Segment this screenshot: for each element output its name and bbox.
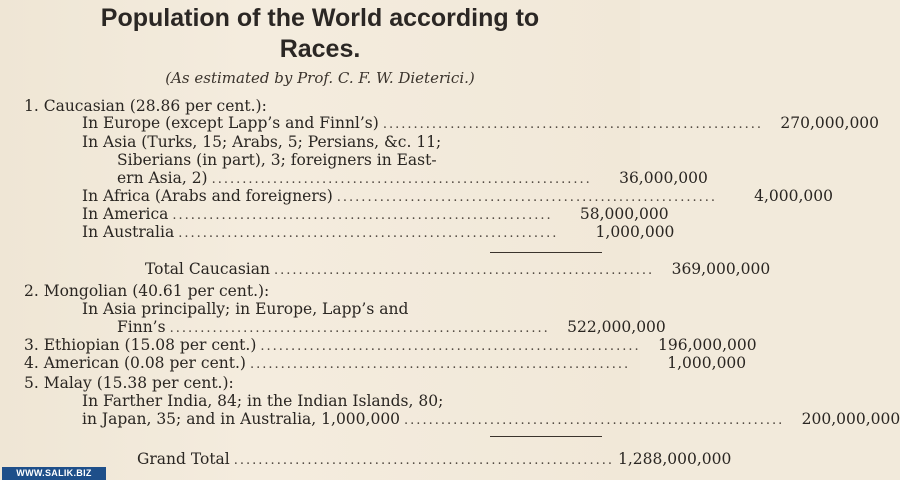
grand-total-value: 1,288,000,000 — [617, 450, 732, 468]
row-australia-label: In Australia — [82, 223, 175, 241]
leader-dots: .............................................................. — [382, 117, 764, 132]
leader-dots: .............................................................. — [249, 357, 631, 372]
row-america — [82, 205, 669, 223]
leader-dots: .............................................................. — [260, 339, 641, 354]
subtotal-rule — [490, 252, 602, 253]
row-australia-value: 1,000,000 — [595, 223, 675, 241]
leader-dots: .............................................................. — [172, 208, 553, 223]
row-malay-label: in Japan, 35; and in Australia, 1,000,000 — [82, 410, 401, 428]
page-subtitle: (As estimated by Prof. C. F. W. Dieterici.) — [165, 69, 475, 87]
row-american — [24, 354, 747, 372]
row-asia — [117, 169, 708, 187]
mongolian-line-1: In Asia principally; in Europe, Lapp’s and — [82, 300, 409, 318]
row-mongolian — [117, 318, 666, 336]
section-malay-heading: 5. Malay (15.38 per cent.): — [24, 374, 234, 392]
row-africa — [82, 187, 833, 205]
asia-line-2: Siberians (in part), 3; foreigners in East- — [117, 151, 437, 169]
row-europe-label: In Europe (except Lapp’s and Finnl’s) — [82, 114, 379, 132]
row-asia-label: ern Asia, 2) — [117, 169, 208, 187]
grand-total-label: Grand Total — [137, 450, 230, 468]
row-america-value: 58,000,000 — [579, 205, 669, 223]
row-africa-label: In Africa (Arabs and foreigners) — [82, 187, 333, 205]
asia-line-1: In Asia (Turks, 15; Arabs, 5; Persians, &c. 11; — [82, 133, 442, 151]
row-europe — [82, 114, 880, 132]
row-malay-value: 200,000,000 — [801, 410, 900, 428]
row-europe-value: 270,000,000 — [780, 114, 880, 132]
page-title-line-2: Races. — [279, 35, 361, 63]
row-ethiopian-value: 196,000,000 — [658, 336, 757, 354]
leader-dots: .............................................................. — [211, 172, 592, 187]
row-mongolian-value: 522,000,000 — [567, 318, 666, 336]
row-total-caucasian — [145, 260, 771, 278]
grand-total-rule — [490, 436, 602, 437]
total-caucasian-value: 369,000,000 — [671, 260, 771, 278]
leader-dots: .............................................................. — [273, 263, 655, 278]
row-america-label: In America — [82, 205, 169, 223]
row-ethiopian — [24, 336, 757, 354]
row-american-label: 4. American (0.08 per cent.) — [24, 354, 246, 372]
row-mongolian-label: Finn’s — [117, 318, 166, 336]
page-title-line-1: Population of the World according to — [100, 4, 540, 32]
row-africa-value: 4,000,000 — [754, 187, 833, 205]
section-caucasian-heading: 1. Caucasian (28.86 per cent.): — [24, 97, 267, 115]
row-asia-value: 36,000,000 — [619, 169, 708, 187]
row-ethiopian-label: 3. Ethiopian (15.08 per cent.) — [24, 336, 257, 354]
leader-dots: .............................................................. — [336, 190, 717, 205]
watermark-badge: WWW.SALIK.BIZ — [2, 467, 106, 480]
row-australia — [82, 223, 675, 241]
leader-dots: .............................................................. — [404, 413, 785, 428]
row-grand-total — [137, 450, 732, 468]
leader-dots: .............................................................. — [233, 453, 614, 468]
leader-dots: .............................................................. — [169, 321, 550, 336]
leader-dots: .............................................................. — [178, 226, 559, 241]
malay-line-1: In Farther India, 84; in the Indian Islands, 80; — [82, 392, 444, 410]
row-malay — [82, 410, 900, 428]
section-mongolian-heading: 2. Mongolian (40.61 per cent.): — [24, 282, 270, 300]
row-american-value: 1,000,000 — [667, 354, 747, 372]
total-caucasian-label: Total Caucasian — [145, 260, 270, 278]
